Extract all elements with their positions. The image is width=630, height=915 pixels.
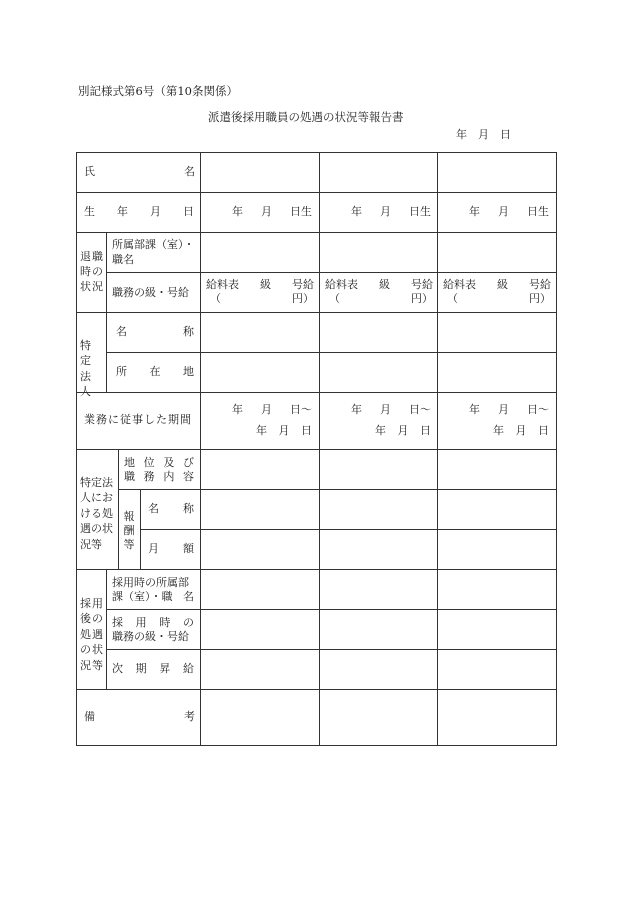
birth-value-char: 月 (498, 205, 509, 218)
birth-label-char: 生 (84, 205, 95, 218)
birth-label-char: 日 (183, 205, 194, 218)
name-value-3[interactable] (438, 153, 556, 192)
compensation-name-label (148, 502, 194, 517)
salary-text: （ (447, 292, 458, 305)
period-char: 日 (420, 424, 431, 437)
birth-value-char: 月 (380, 205, 391, 218)
label-char: 所 (116, 365, 127, 378)
work-period-start-2[interactable] (351, 403, 431, 418)
label-char: 位 (143, 456, 155, 469)
label-char: 時 (159, 616, 171, 629)
retirement-salary-3[interactable] (447, 292, 551, 307)
after-hire-grade-label-1 (112, 616, 194, 631)
retirement-grade-value-3[interactable] (443, 278, 551, 293)
name-value-1[interactable] (201, 153, 319, 192)
label-text: 課（室）・職 (112, 590, 173, 603)
birth-date-value-2[interactable] (351, 205, 431, 220)
label-char: の (182, 616, 194, 629)
retirement-dept-label: 所属部課（室）・職名 (112, 238, 195, 266)
salary-text: 円） (529, 292, 551, 305)
label-char: 名 (148, 502, 159, 515)
grade-text: 給料表 (443, 278, 476, 291)
grade-text: 級 (497, 278, 508, 291)
birth-value-char: 年 (232, 205, 243, 218)
retirement-grade-value-1[interactable] (206, 278, 314, 293)
period-char: 年 (351, 403, 362, 416)
salary-text: 円） (292, 292, 314, 305)
period-char: 月 (397, 424, 409, 437)
birth-value-char: 日生 (527, 205, 549, 218)
birth-value-char: 年 (469, 205, 480, 218)
salary-text: （ (210, 292, 221, 305)
period-char: 日～ (409, 403, 431, 416)
work-period-start-1[interactable] (232, 403, 312, 418)
position-duties-label-2 (124, 470, 194, 485)
after-hire-dept-label-2 (112, 590, 194, 605)
position-duties-label-1 (124, 456, 194, 471)
label-char: 務 (143, 470, 155, 483)
label-char: 額 (183, 542, 194, 555)
period-char: 年 (469, 403, 480, 416)
next-raise-label (112, 662, 194, 677)
name-label-left: 氏 (84, 165, 95, 178)
period-char: 月 (380, 403, 391, 416)
period-char: 月 (515, 424, 527, 437)
retirement-grade-label: 職務の級・号給 (112, 286, 189, 299)
period-char: 年 (256, 424, 267, 437)
work-period-label: 業務に従事した期間 (84, 413, 192, 426)
retirement-salary-2[interactable] (329, 292, 433, 307)
period-char: 月 (278, 424, 290, 437)
period-char: 日～ (290, 403, 312, 416)
label-text: 名 (183, 590, 194, 603)
work-period-end-3[interactable] (493, 424, 549, 439)
label-char: 及 (163, 456, 175, 469)
birth-value-char: 月 (261, 205, 272, 218)
period-char: 年 (493, 424, 504, 437)
grade-text: 級 (260, 278, 271, 291)
treatment-status-label: 特定法人における処遇の状況等 (80, 476, 113, 551)
remarks-value-1[interactable] (201, 690, 319, 745)
period-char: 月 (261, 403, 272, 416)
grade-text: 給料表 (325, 278, 358, 291)
name-value-2[interactable] (320, 153, 437, 192)
label-char: 地 (124, 456, 135, 469)
grade-text: 号給 (529, 278, 551, 291)
remarks-label-left: 備 (84, 710, 95, 723)
after-hire-grade-label-2: 職務の級・号給 (112, 630, 189, 643)
period-char: 年 (232, 403, 243, 416)
period-char: 日 (301, 424, 312, 437)
period-char: 日～ (527, 403, 549, 416)
corporation-name-label (116, 325, 194, 340)
name-label-right: 名 (184, 165, 195, 178)
remarks-value-2[interactable] (320, 690, 437, 745)
label-char: 月 (148, 542, 159, 555)
label-char: 称 (183, 325, 194, 338)
work-period-start-3[interactable] (469, 403, 549, 418)
period-char: 月 (498, 403, 509, 416)
label-char: 地 (183, 365, 194, 378)
retirement-status-label: 退職時の状況 (80, 250, 104, 293)
label-char: 称 (183, 502, 194, 515)
grade-text: 給料表 (206, 278, 239, 291)
birth-value-char: 日生 (409, 205, 431, 218)
grade-text: 号給 (292, 278, 314, 291)
document-title: 派遣後採用職員の処遇の状況等報告書 (208, 110, 404, 124)
birth-date-value-1[interactable] (232, 205, 312, 220)
label-char: 次 (112, 662, 123, 675)
grade-text: 級 (379, 278, 390, 291)
label-char: 期 (135, 662, 147, 675)
remarks-value-3[interactable] (438, 690, 556, 745)
birth-label-char: 月 (150, 205, 161, 218)
birth-date-value-3[interactable] (469, 205, 549, 220)
compensation-monthly-label (148, 542, 194, 557)
label-char: 採 (112, 616, 123, 629)
period-char: 年 (375, 424, 386, 437)
birth-value-char: 日生 (290, 205, 312, 218)
report-date: 年 月 日 (456, 128, 511, 141)
retirement-grade-value-2[interactable] (325, 278, 433, 293)
birth-date-label (84, 205, 194, 220)
corporation-location-label (116, 365, 194, 380)
work-period-end-2[interactable] (375, 424, 431, 439)
label-char: 昇 (159, 662, 171, 675)
after-hire-dept-label-1: 採用時の所属部 (112, 576, 189, 589)
report-form-table (76, 152, 557, 746)
salary-text: （ (329, 292, 340, 305)
label-char: び (182, 456, 194, 469)
work-period-end-1[interactable] (256, 424, 312, 439)
label-char: 容 (182, 470, 194, 483)
label-char: 内 (163, 470, 175, 483)
after-hire-status-label: 採用後の処遇の状況等 (80, 597, 104, 672)
compensation-label: 報酬等 (123, 510, 135, 551)
grade-text: 号給 (411, 278, 433, 291)
label-char: 在 (149, 365, 161, 378)
corporation-label: 特定法人 (80, 339, 93, 399)
salary-text: 円） (411, 292, 433, 305)
retirement-salary-1[interactable] (210, 292, 314, 307)
period-char: 日 (538, 424, 549, 437)
label-char: 給 (182, 662, 194, 675)
label-char: 用 (135, 616, 147, 629)
label-char: 名 (116, 325, 127, 338)
form-number-label: 別記様式第6号（第10条関係） (78, 84, 238, 98)
birth-value-char: 年 (351, 205, 362, 218)
label-char: 職 (124, 470, 135, 483)
birth-label-char: 年 (117, 205, 128, 218)
remarks-label-right: 考 (184, 710, 195, 723)
